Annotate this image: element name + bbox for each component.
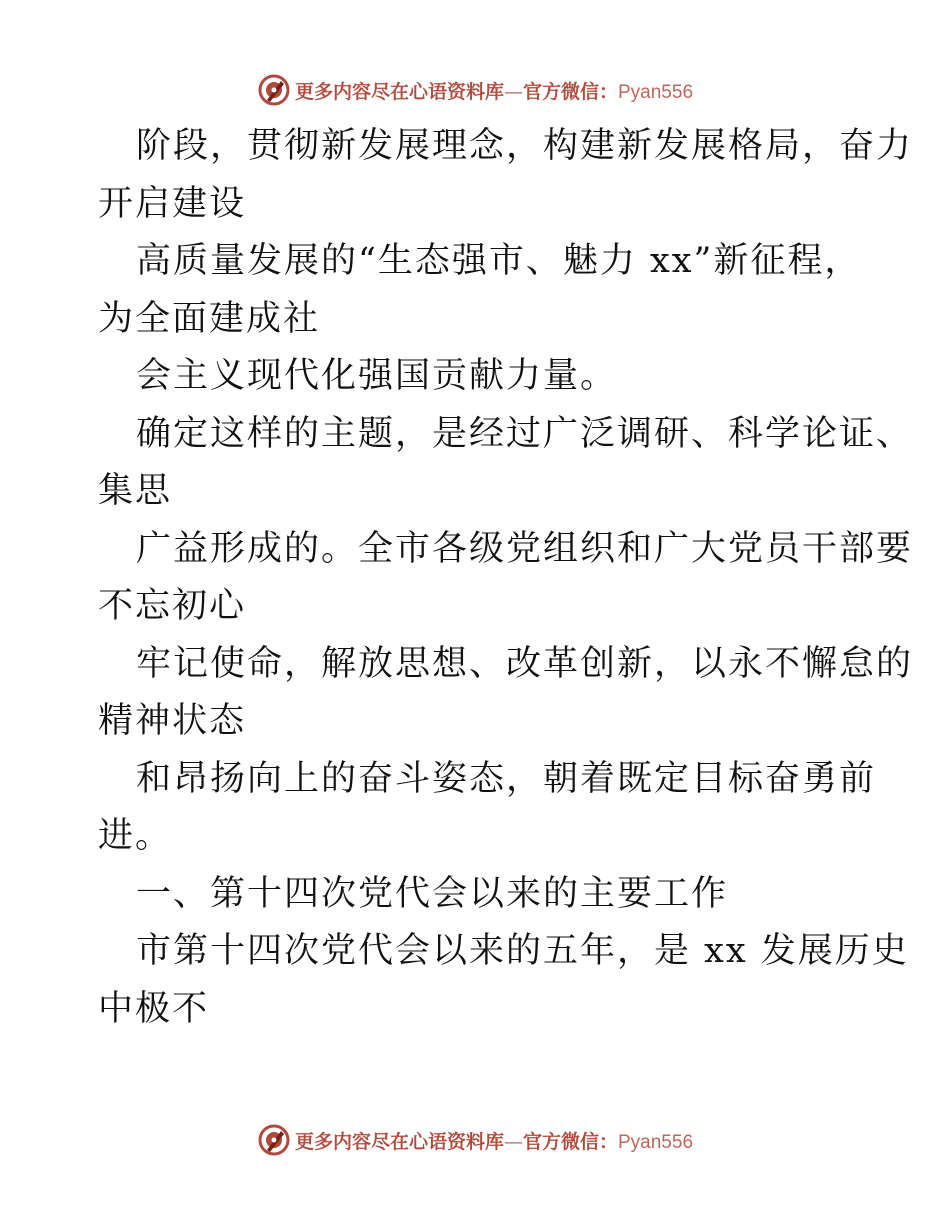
- text-line: 为全面建成社: [98, 298, 321, 339]
- pen-nib-seal-icon: [257, 73, 291, 107]
- text-line: 精神状态: [98, 701, 247, 741]
- watermark-id: Pyan556: [618, 1131, 694, 1153]
- watermark-contact: 官方微信：: [522, 1130, 618, 1153]
- text-line: 广益形成的。全市各级党组织和广大党员干部要: [136, 528, 914, 569]
- text-line: 进。: [98, 816, 173, 856]
- text-line: 确定这样的主题，是经过广泛调研、科学论证、: [136, 413, 914, 454]
- watermark-text: [295, 77, 693, 104]
- text-line: 不忘初心: [98, 586, 247, 626]
- watermark-main: 更多内容尽在心语资料库: [294, 80, 504, 103]
- text-line: 市第十四次党代会以来的五年，是 xx 发展历史: [136, 931, 909, 971]
- text-line: 阶段，贯彻新发展理念，构建新发展格局，奋力: [136, 126, 914, 166]
- watermark-contact: 官方微信：: [522, 80, 618, 103]
- header-watermark: [0, 70, 950, 110]
- text-line: 牢记使命，解放思想、改革创新，以永不懈怠的: [136, 643, 914, 684]
- watermark-separator: —: [503, 80, 523, 103]
- text-line: 和昂扬向上的奋斗姿态，朝着既定目标奋勇前: [136, 758, 877, 799]
- text-line: 高质量发展的“生态强市、魅力 xx”新征程，: [136, 241, 862, 281]
- text-line: 会主义现代化强国贡献力量。: [136, 356, 618, 396]
- watermark-separator: —: [503, 1130, 523, 1153]
- pen-nib-seal-icon: [257, 1123, 291, 1157]
- text-line: 中极不: [98, 988, 210, 1029]
- document-body: [98, 118, 914, 1038]
- text-line: 开启建设: [98, 183, 247, 224]
- watermark-text: [295, 1127, 693, 1154]
- text-line: 集思: [98, 471, 173, 511]
- watermark-id: Pyan556: [618, 81, 694, 103]
- watermark-main: 更多内容尽在心语资料库: [294, 1130, 504, 1153]
- text-line: 一、第十四次党代会以来的主要工作: [136, 873, 729, 914]
- footer-watermark: [0, 1120, 950, 1160]
